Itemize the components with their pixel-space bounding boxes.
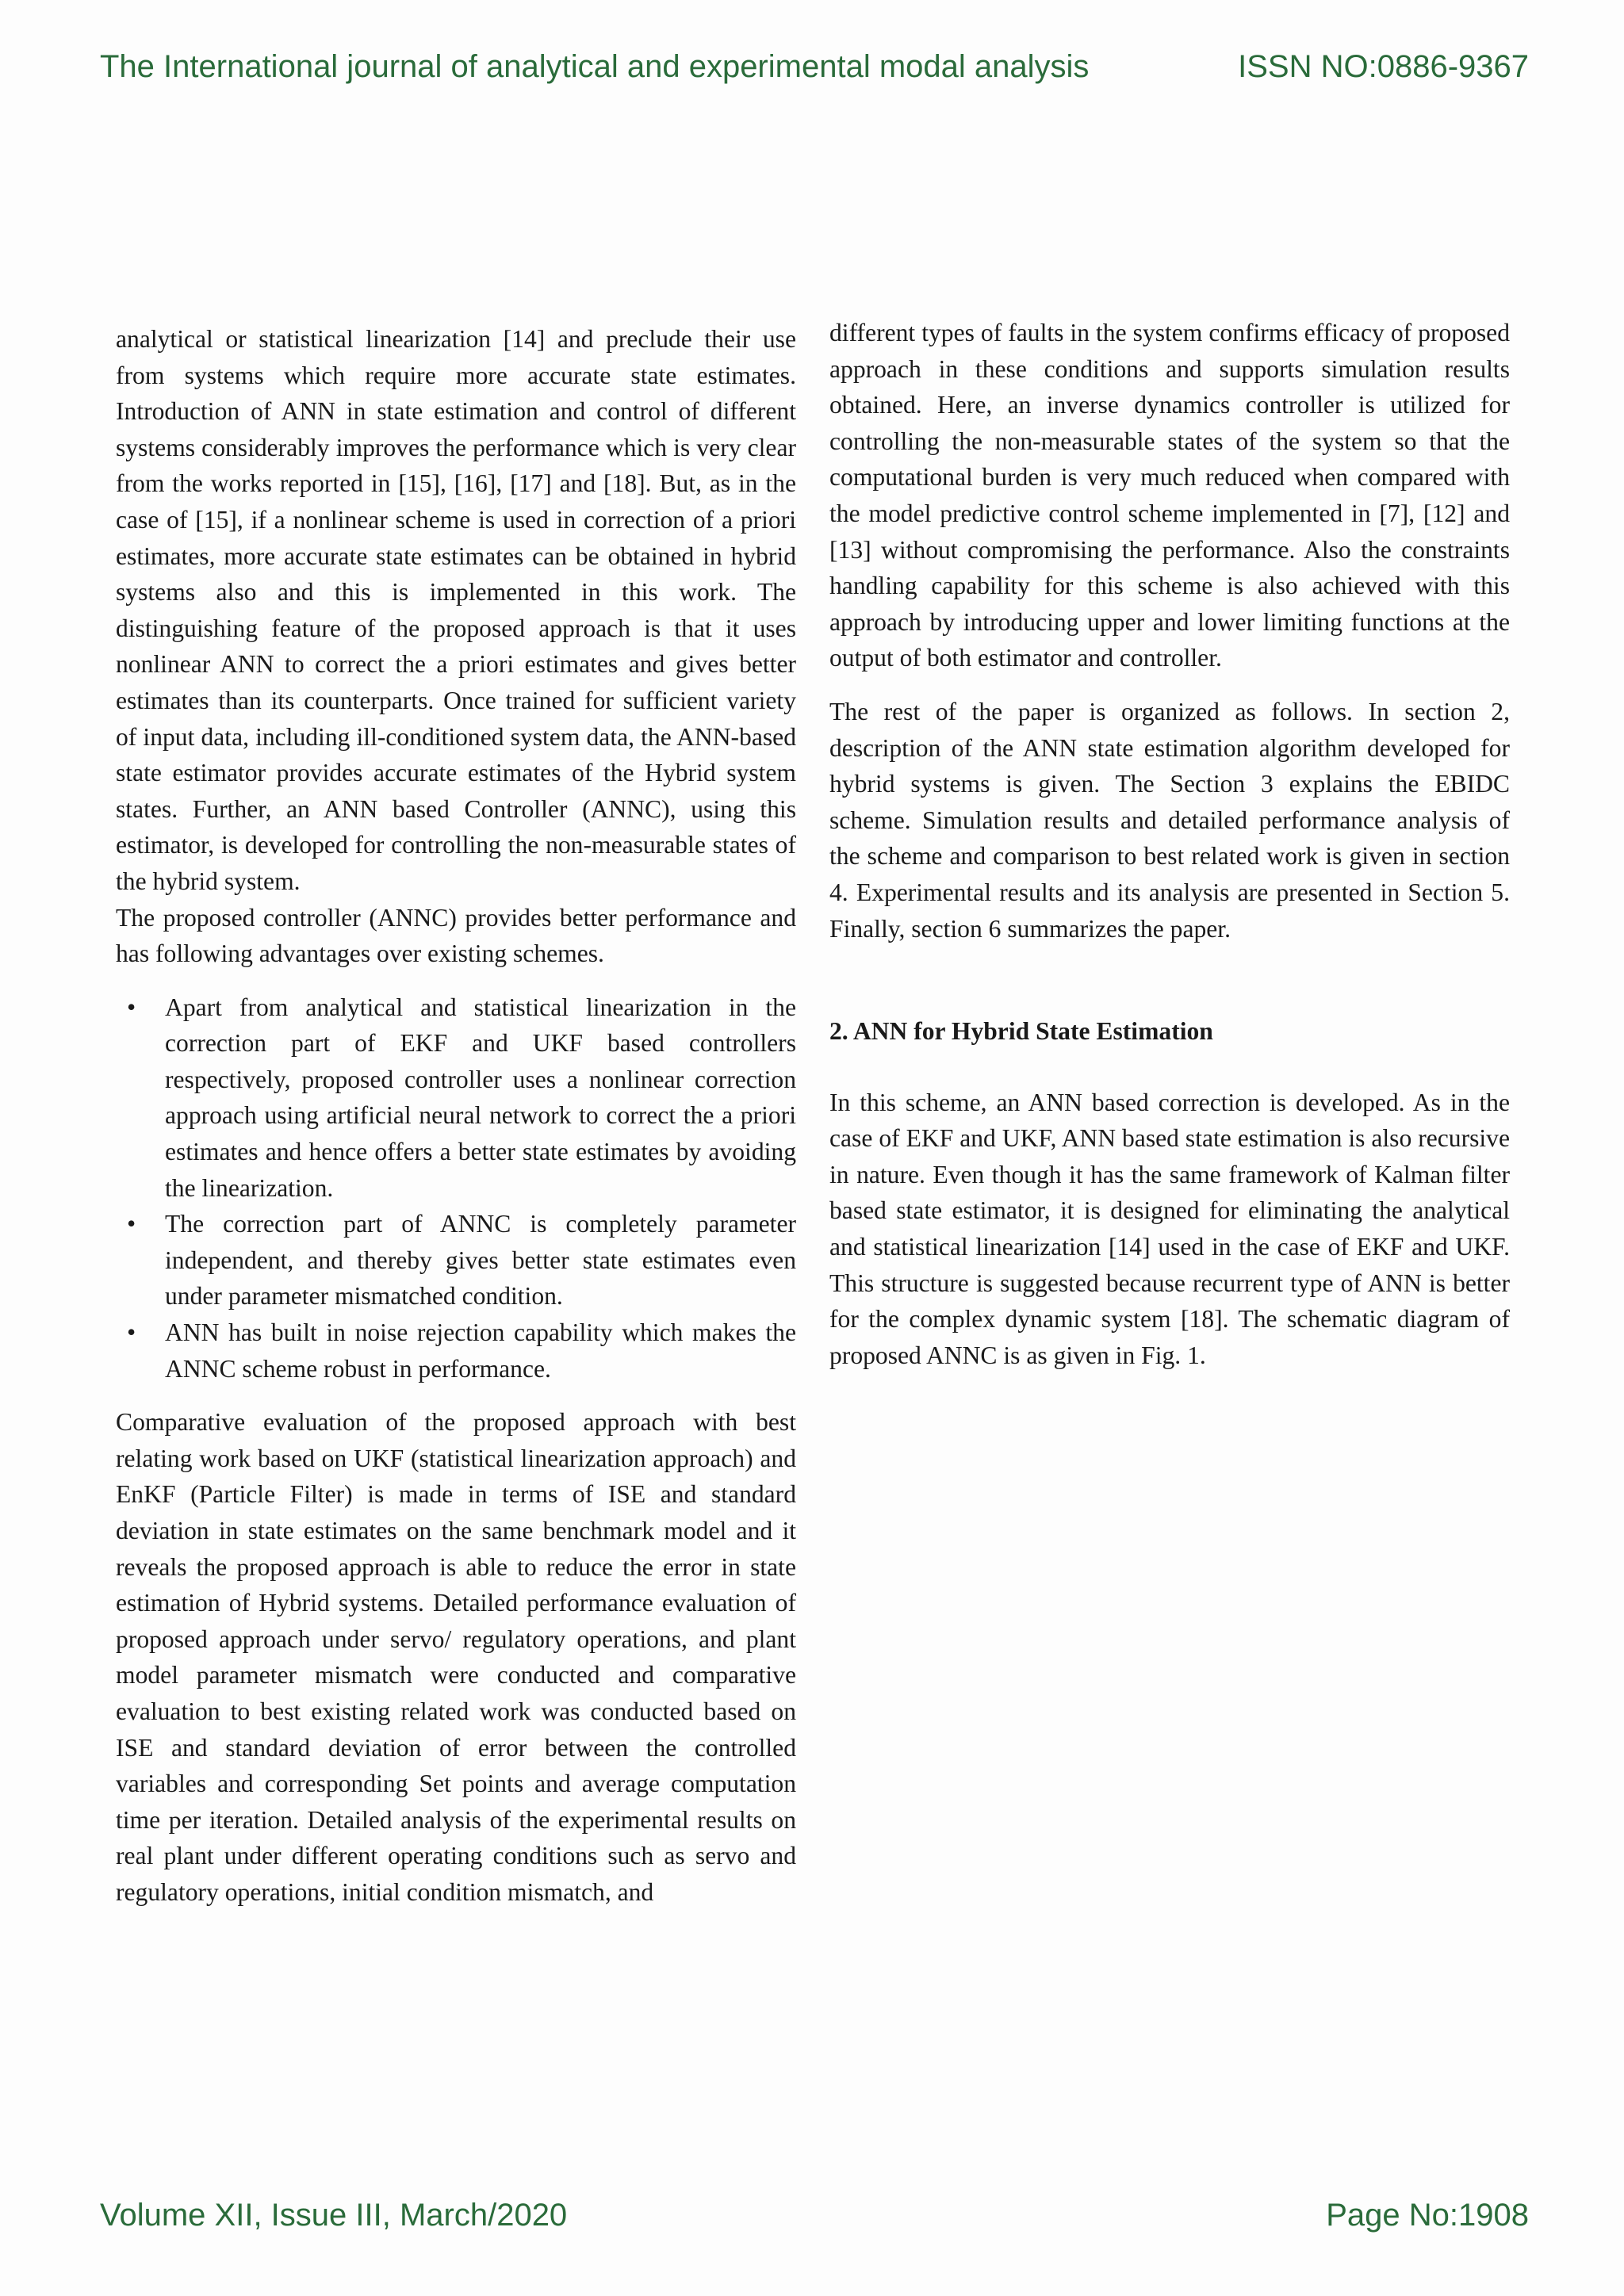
section-heading: 2. ANN for Hybrid State Estimation — [829, 1017, 1213, 1046]
page-header — [100, 49, 1529, 97]
body-paragraph: The rest of the paper is organized as follows. In section 2, description of the ANN state estimation algorithm developed for hybrid systems is given. The Section 3 explains the EBIDC scheme. Simulation results and detailed performance analysis of the scheme and comparison to best related work is given in section 4. Experimental results and its analysis are presented in Section 5. Finally, section 6 summarizes the paper. — [829, 697, 1510, 943]
body-paragraph: different types of faults in the system confirms efficacy of proposed approach in these conditions and supports simulation results obtained. Here, an inverse dynamics controller is utilized for controlling the non-measurable states of the system so that the computational burden is very much reduced when compared with the model predictive control scheme implemented in [7], [12] and [13] without compromising the performance. Also the constraints handling capability for this scheme is also achieved with this approach by introducing upper and lower limiting functions at the output of both estimator and controller. — [829, 319, 1510, 672]
list-item: • ANN has built in noise rejection capability which makes the ANNC scheme robust in performance. — [165, 1314, 796, 1387]
list-item: • Apart from analytical and statistical linearization in the correction part of EKF and UKF based controllers respectively, proposed controller uses a nonlinear correction approach using artificial neural network to correct the a priori estimates and hence offers a better state estimates by avoiding the linearization. — [165, 989, 796, 1207]
body-paragraph: The proposed controller (ANNC) provides better performance and has following advantages over existing schemes. — [116, 903, 796, 968]
body-paragraph: Comparative evaluation of the proposed approach with best relating work based on UKF (statistical linearization approach) and EnKF (Particle Filter) is made in terms of ISE and standard deviation in state estimates on the same benchmark model and it reveals the proposed approach is able to reduce the error in state estimation of Hybrid systems. Detailed performance evaluation of proposed approach under servo/ regulatory operations, and plant model parameter mismatch were conducted and comparative evaluation to best existing related work was conducted based on ISE and standard deviation of error between the controlled variables and corresponding Set points and average computation time per iteration. Detailed analysis of the experimental results on real plant under different operating conditions such as servo and regulatory operations, initial condition mismatch, and — [116, 1408, 796, 1906]
right-column — [829, 315, 1510, 1373]
page-number: Page No:1908 — [1326, 2198, 1529, 2233]
body-paragraph: In this scheme, an ANN based correction is developed. As in the case of EKF and UKF, ANN based state estimation is also recursive in nature. Even though it has the same framework of Kalman filter based state estimator, it is designed for eliminating the analytical and statistical linearization [14] used in the case of EKF and UKF. This structure is suggested because recurrent type of ANN is better for the complex dynamic system [18]. The schematic diagram of proposed ANNC is as given in Fig. 1. — [829, 1088, 1510, 1369]
issn-number: ISSN NO:0886-9367 — [1238, 49, 1529, 84]
volume-issue: Volume XII, Issue III, March/2020 — [100, 2198, 568, 2233]
page-footer — [100, 2198, 1529, 2245]
advantages-list — [116, 989, 796, 1387]
journal-title: The International journal of analytical and experimental modal analysis — [100, 49, 1090, 84]
body-paragraph: analytical or statistical linearization [14] and preclude their use from systems which require more accurate state estimates. Introduction of ANN in state estimation and control of different systems considerably improves the performance which is very clear from the works reported in [15], [16], [17] and [18]. But, as in the case of [15], if a nonlinear scheme is used in correction of a priori estimates, more accurate state estimates can be obtained in hybrid systems also and this is implemented in this work. The distinguishing feature of the proposed approach is that it uses nonlinear ANN to correct the a priori estimates and gives better estimates than its counterparts. Once trained for sufficient variety of input data, including ill-conditioned system data, the ANN-based state estimator provides accurate estimates of the Hybrid system states. Further, an ANN based Controller (ANNC), using this estimator, is developed for controlling the non-measurable states of the hybrid system. — [116, 325, 796, 895]
left-column — [116, 321, 796, 1911]
list-item: • The correction part of ANNC is completely parameter independent, and thereby gives better state estimates even under parameter mismatched condition. — [165, 1206, 796, 1314]
